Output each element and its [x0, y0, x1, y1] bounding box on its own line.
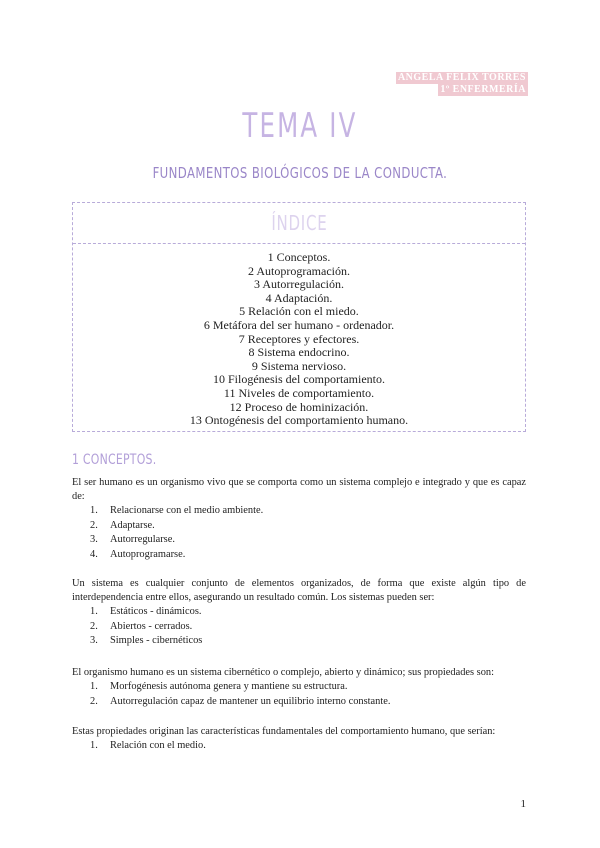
list-item-text: Autoprogramarse.	[110, 548, 186, 560]
index-list	[73, 244, 525, 428]
list-item-text: Abiertos - cerrados.	[110, 620, 193, 632]
index-heading	[73, 203, 525, 244]
index-item[interactable]: 13 Ontogénesis del comportamiento humano.	[189, 413, 409, 428]
list-item: 1. Relación con el medio.	[90, 739, 510, 754]
ordered-list	[90, 504, 510, 562]
page-subtitle-text: FUNDAMENTOS BIOLÓGICOS DE LA CONDUCTA.	[152, 164, 448, 182]
list-item-text: Simples - cibernéticos	[110, 635, 203, 646]
index-item[interactable]: 5 Relación con el miedo.	[239, 304, 359, 319]
index-box	[72, 202, 526, 432]
section-title-text: 1 CONCEPTOS.	[72, 452, 157, 468]
page-subtitle	[0, 164, 600, 182]
ordered-list	[90, 680, 510, 709]
list-item-text: Autorregularse.	[110, 534, 175, 545]
ordered-list	[90, 605, 510, 649]
paragraph: El ser humano es un organismo vivo que se comporta como un sistema complejo e integrado y que es capaz de:	[72, 477, 526, 502]
list-item-text: Relación con el medio.	[110, 740, 206, 751]
index-item[interactable]: 12 Proceso de hominización.	[229, 399, 369, 414]
index-item[interactable]: 3 Autorregulación.	[254, 277, 344, 292]
list-item-text: Adaptarse.	[110, 519, 155, 531]
list-item-text: Estáticos - dinámicos.	[110, 606, 202, 617]
list-item: 4. Autoprogramarse.	[90, 548, 510, 563]
index-item[interactable]: 8 Sistema endocrino.	[248, 345, 350, 360]
list-item: 2. Abiertos - cerrados.	[90, 620, 510, 635]
list-item: 2. Adaptarse.	[90, 519, 510, 534]
index-item[interactable]: 7 Receptores y efectores.	[238, 331, 360, 346]
list-item: 1. Morfogénesis autónoma genera y mantiene su estructura.	[90, 680, 510, 695]
page-number: 1	[520, 798, 526, 810]
index-item[interactable]: 11 Niveles de comportamiento.	[223, 385, 375, 400]
author-course: 1º ENFERMERÍA	[440, 84, 526, 95]
list-item-text: Relacionarse con el medio ambiente.	[110, 505, 264, 516]
paragraph: Estas propiedades originan las características fundamentales del comportamiento humano, que serían:	[72, 726, 496, 737]
author-name: ANGELA FELIX TORRES	[397, 72, 526, 83]
index-item[interactable]: 10 Filogénesis del comportamiento.	[213, 372, 385, 387]
list-item: 1. Estáticos - dinámicos.	[90, 605, 510, 620]
paragraph: Un sistema es cualquier conjunto de elementos organizados, de forma que existe algún tipo de interdependencia entre ellos, asegurando un resultado común. Los sistemas pueden ser:	[72, 578, 526, 603]
index-item[interactable]: 6 Metáfora del ser humano - ordenador.	[203, 317, 395, 332]
index-item[interactable]: 4 Adaptación.	[265, 290, 333, 305]
index-item[interactable]: 9 Sistema nervioso.	[251, 358, 347, 373]
ordered-list	[90, 739, 510, 754]
index-item[interactable]: 2 Autoprogramación.	[248, 263, 350, 278]
index-heading-text: ÍNDICE	[270, 211, 328, 235]
list-item: 2. Autorregulación capaz de mantener un equilibrio interno constante.	[90, 695, 510, 710]
list-item: 3. Simples - cibernéticos	[90, 634, 510, 649]
list-item-text: Autorregulación capaz de mantener un equilibrio interno constante.	[110, 695, 391, 707]
list-item: 1. Relacionarse con el medio ambiente.	[90, 504, 510, 519]
paragraph: El organismo humano es un sistema cibernético o complejo, abierto y dinámico; sus propiedades son:	[72, 667, 494, 678]
author-tag	[396, 72, 528, 96]
index-item[interactable]: 1 Conceptos.	[267, 250, 331, 264]
section-title	[72, 452, 180, 468]
list-item: 3. Autorregularse.	[90, 533, 510, 548]
page-title: TEMA IV	[242, 106, 358, 146]
list-item-text: Morfogénesis autónoma genera y mantiene su estructura.	[110, 681, 348, 692]
